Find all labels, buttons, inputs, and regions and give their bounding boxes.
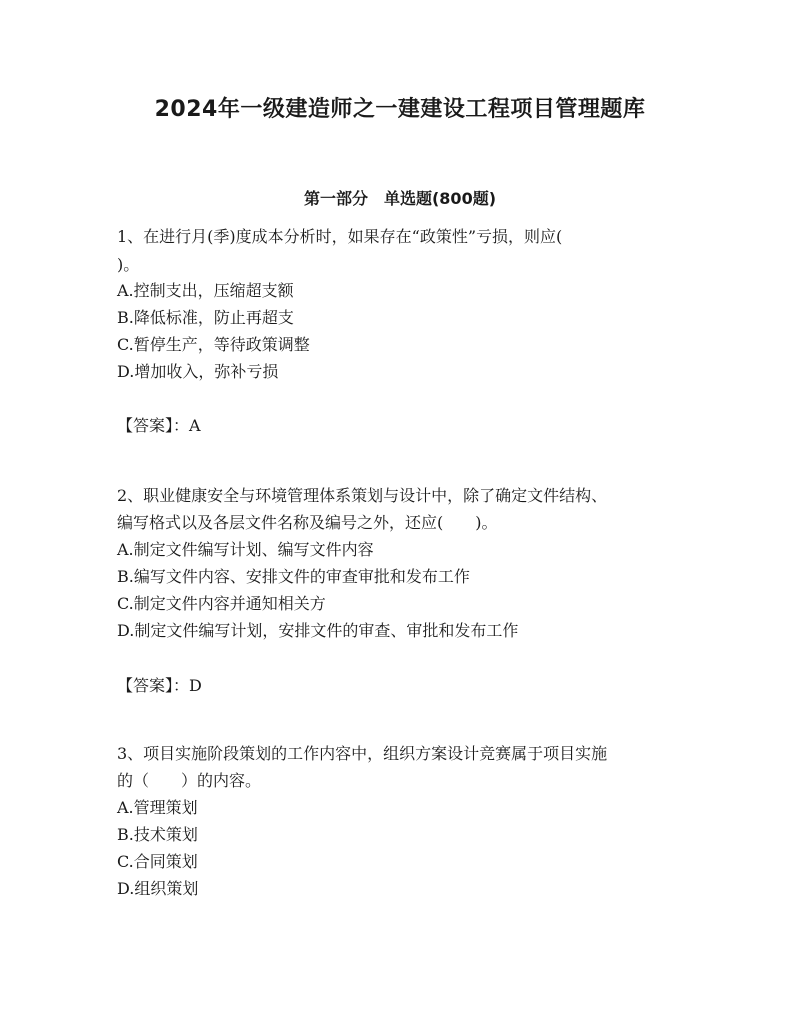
question-2-answer: 【答案】：D xyxy=(117,676,202,695)
question-1-option-b: B.降低标准，防止再超支 xyxy=(117,308,294,327)
question-1-stem-line-1: 1、在进行月(季)度成本分析时，如果存在“政策性”亏损，则应( xyxy=(117,227,563,246)
question-2-stem-line-1: 2、职业健康安全与环境管理体系策划与设计中，除了确定文件结构、 xyxy=(117,486,608,505)
question-3-option-a: A.管理策划 xyxy=(117,798,198,817)
question-3-stem-line-2: 的（ ）的内容。 xyxy=(117,771,262,790)
question-1-answer: 【答案】：A xyxy=(117,416,201,435)
question-1-option-d: D.增加收入，弥补亏损 xyxy=(117,362,279,381)
question-3-option-c: C.合同策划 xyxy=(117,852,198,871)
question-2-stem-line-2: 编写格式以及各层文件名称及编号之外，还应( )。 xyxy=(117,513,498,532)
question-2-option-d: D.制定文件编写计划，安排文件的审查、审批和发布工作 xyxy=(117,621,519,640)
question-2-option-a: A.制定文件编写计划、编写文件内容 xyxy=(117,540,374,559)
question-1-option-c: C.暂停生产，等待政策调整 xyxy=(117,335,310,354)
document-title: 2024年一级建造师之一建建设工程项目管理题库 xyxy=(154,97,646,122)
question-1-option-a: A.控制支出，压缩超支额 xyxy=(117,281,294,300)
question-3-stem-line-1: 3、项目实施阶段策划的工作内容中，组织方案设计竞赛属于项目实施 xyxy=(117,744,608,763)
question-3-option-b: B.技术策划 xyxy=(117,825,198,844)
question-1-stem-line-2: )。 xyxy=(117,255,140,274)
section-heading: 第一部分 单选题(800题) xyxy=(303,189,497,208)
question-2-option-b: B.编写文件内容、安排文件的审查审批和发布工作 xyxy=(117,567,470,586)
question-3-option-d: D.组织策划 xyxy=(117,879,199,898)
question-2-option-c: C.制定文件内容并通知相关方 xyxy=(117,594,326,613)
